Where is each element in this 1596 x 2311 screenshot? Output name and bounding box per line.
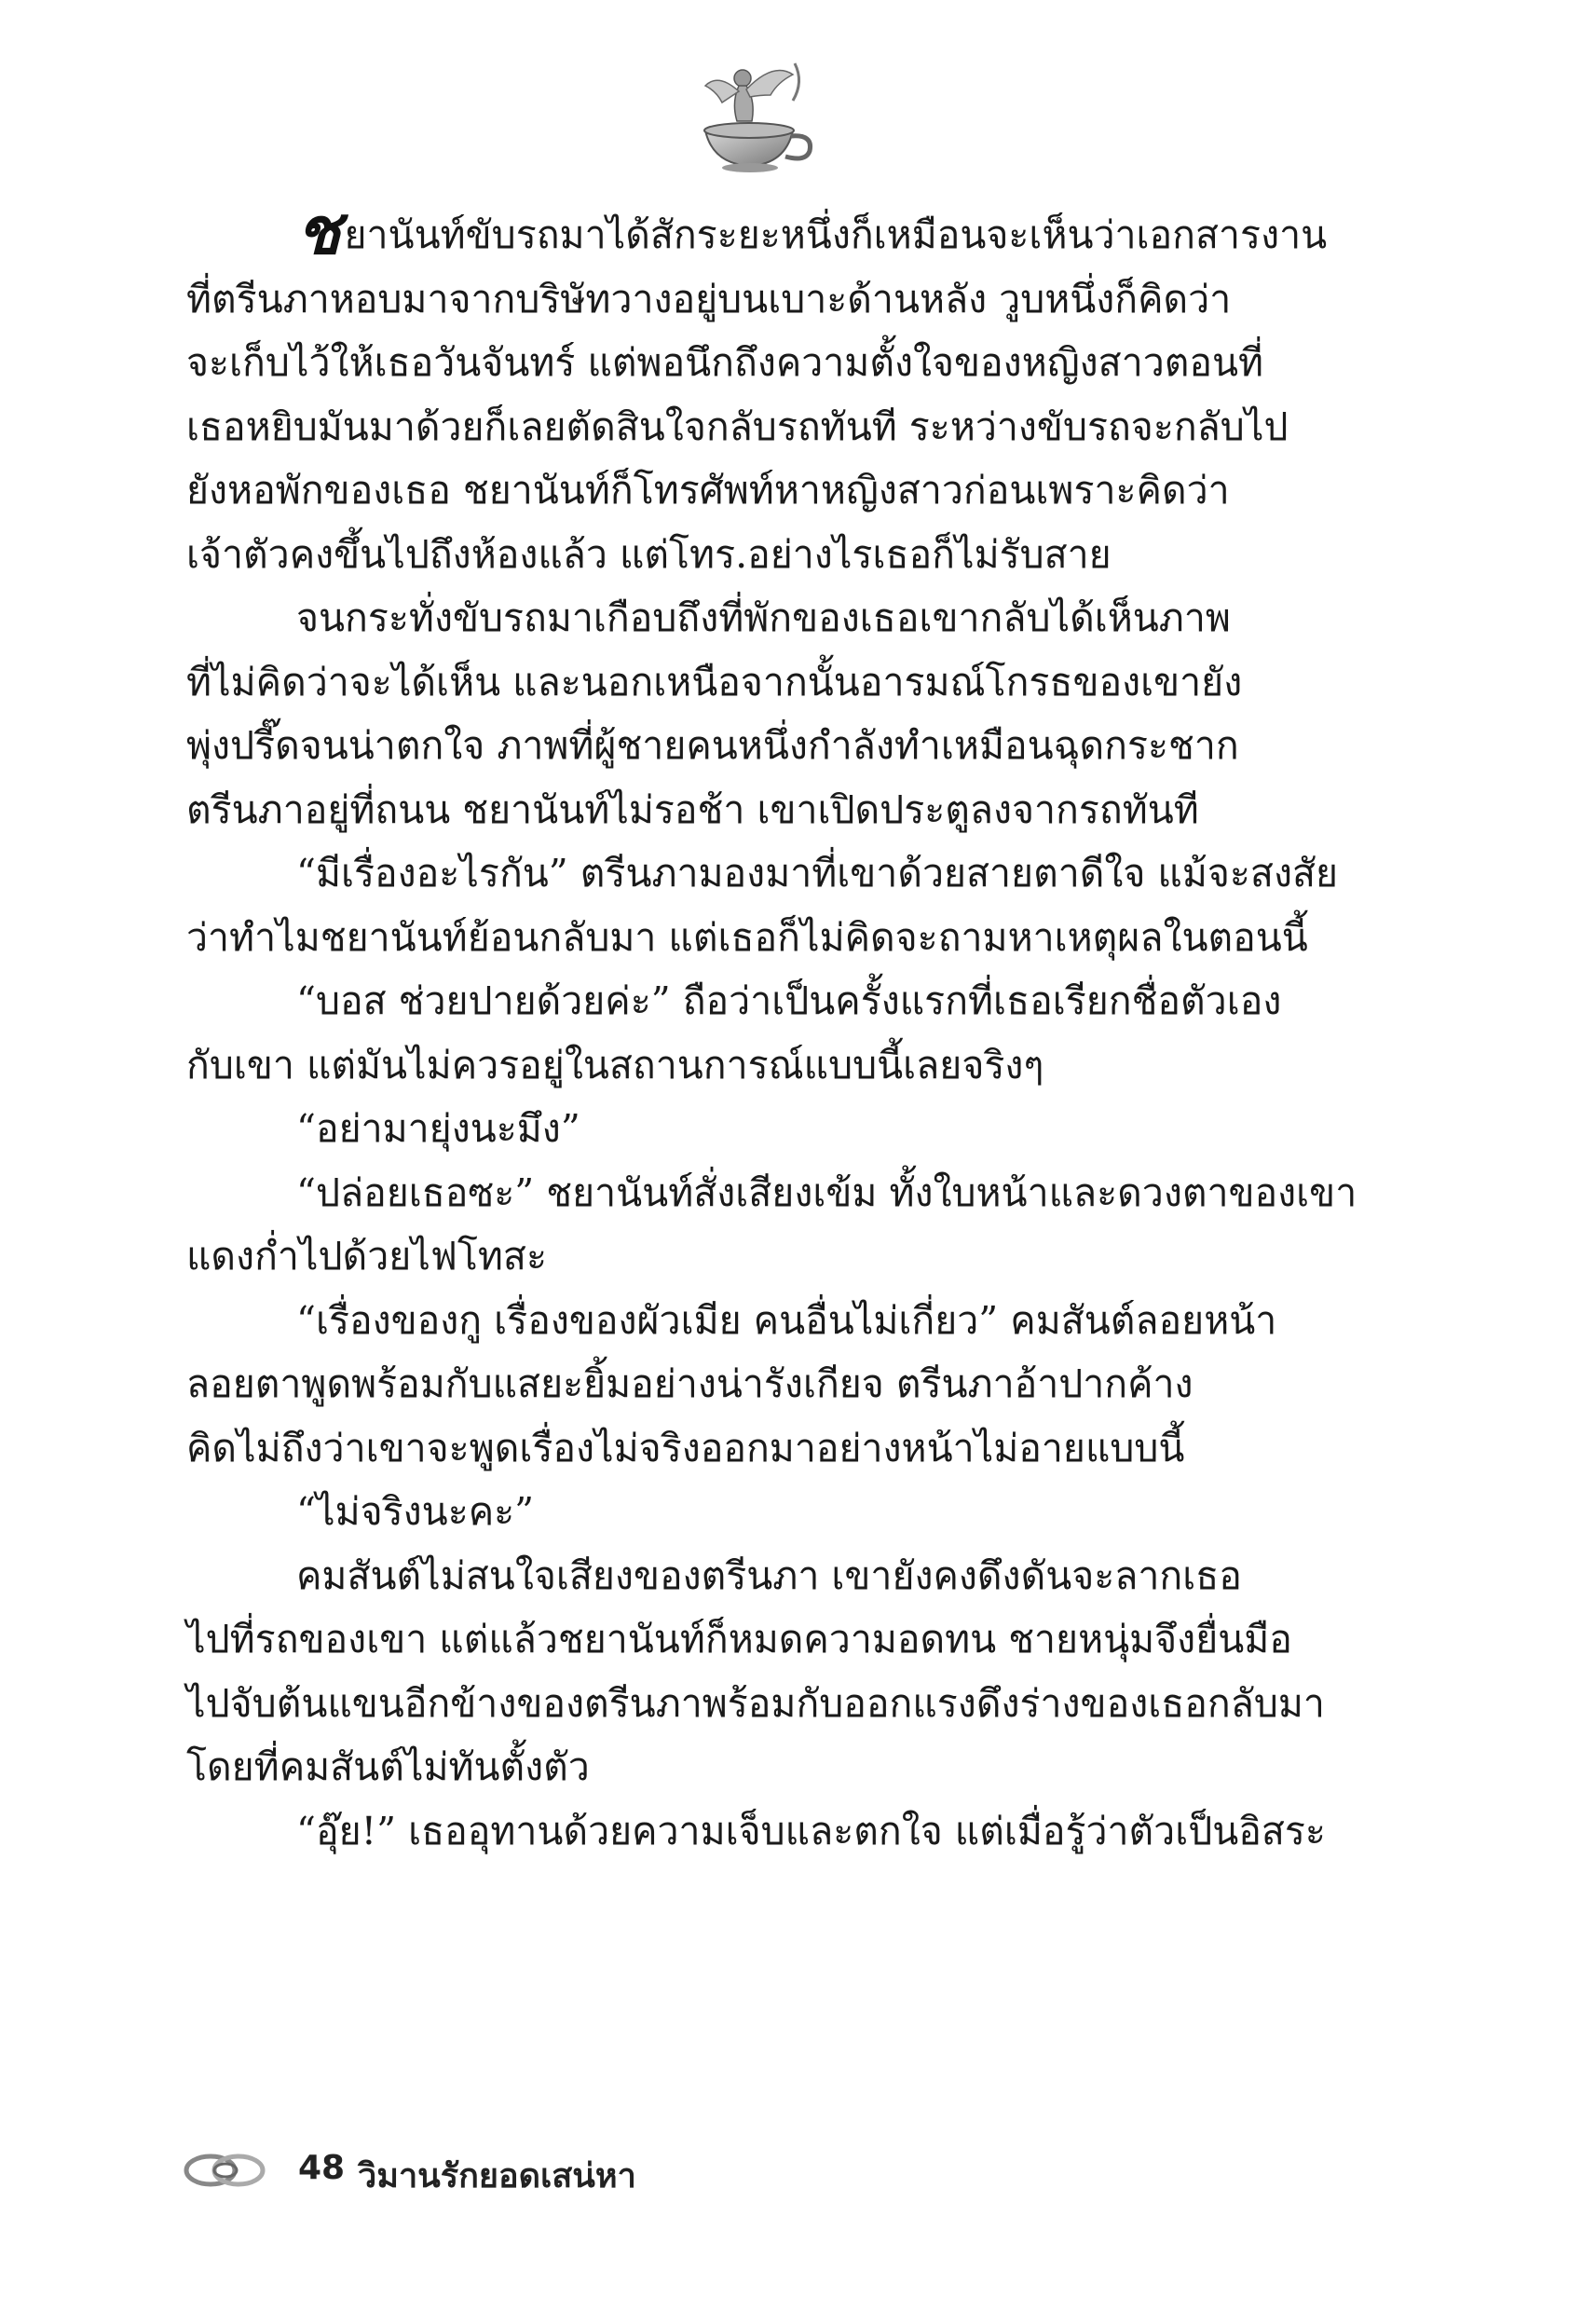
- paragraph-line: ไปจับต้นแขนอีกข้างของตรีนภาพร้อมกับออกแรงดึงร่างของเธอกลับมา: [186, 1680, 1325, 1726]
- paragraph-line: “ไม่จริงนะคะ”: [296, 1489, 535, 1534]
- paragraph-line: ที่ไม่คิดว่าจะได้เห็น และนอกเหนือจากนั้นอารมณ์โกรธของเขายัง: [186, 659, 1243, 704]
- paragraph-line: “อย่ามายุ่งนะมึง”: [296, 1106, 580, 1151]
- paragraph-line: จนกระทั่งขับรถมาเกือบถึงที่พักของเธอเขากลับได้เห็นภาพ: [296, 595, 1231, 640]
- paragraph-line: กับเขา แต่มันไม่ควรอยู่ในสถานการณ์แบบนี้เลยจริงๆ: [186, 1042, 1044, 1087]
- paragraph-line: ยังหอพักของเธอ ชยานันท์ก็โทรศัพท์หาหญิงสาวก่อนเพราะคิดว่า: [186, 468, 1230, 513]
- paragraph-line: “อุ๊ย!” เธออุทานด้วยความเจ็บและตกใจ แต่เมื่อรู้ว่าตัวเป็นอิสระ: [296, 1808, 1326, 1853]
- paragraph-line: พุ่งปรี๊ดจนน่าตกใจ ภาพที่ผู้ชายคนหนึ่งกำลังทำเหมือนฉุดกระชาก: [186, 723, 1239, 768]
- paragraph-line: แดงก่ำไปด้วยไฟโทสะ: [186, 1234, 547, 1279]
- paragraph-line: ลอยตาพูดพร้อมกับแสยะยิ้มอย่างน่ารังเกียจ ตรีนภาอ้าปากค้าง: [186, 1361, 1194, 1406]
- paragraph-line: คมสันต์ไม่สนใจเสียงของตรีนภา เขายังคงดึงดันจะลากเธอ: [296, 1552, 1242, 1598]
- swirl-ornament-icon: [183, 2149, 268, 2192]
- drop-cap: ช: [296, 192, 341, 269]
- paragraph-line: “เรื่องของกู เรื่องของผัวเมีย คนอื่นไม่เกี่ยว” คมสันต์ลอยหน้า: [296, 1297, 1277, 1343]
- paragraph-line: เธอหยิบมันมาด้วยก็เลยตัดสินใจกลับรถทันที ระหว่างขับรถจะกลับไป: [186, 403, 1289, 449]
- chapter-body: [186, 192, 1357, 1863]
- paragraph-line: โดยที่คมสันต์ไม่ทันตั้งตัว: [186, 1744, 590, 1789]
- paragraph-line: ที่ตรีนภาหอบมาจากบริษัทวางอยู่บนเบาะด้านหลัง วูบหนึ่งก็คิดว่า: [186, 276, 1232, 321]
- paragraph-line: ตรีนภาอยู่ที่ถนน ชยานันท์ไม่รอช้า เขาเปิดประตูลงจากรถทันที: [186, 786, 1199, 832]
- page-number: 48: [298, 2149, 346, 2187]
- paragraph-line: เจ้าตัวคงขึ้นไปถึงห้องแล้ว แต่โทร.อย่างไรเธอก็ไม่รับสาย: [186, 531, 1112, 577]
- paragraph-line: ไปที่รถของเขา แต่แล้วชยานันท์ก็หมดความอดทน ชายหนุ่มจึงยื่นมือ: [186, 1617, 1292, 1661]
- paragraph-line: [296, 192, 1330, 269]
- paragraph-line: จะเก็บไว้ให้เธอวันจันทร์ แต่พอนึกถึงความตั้งใจของหญิงสาวตอนที่: [186, 340, 1264, 385]
- paragraph-line: “บอส ช่วยปายด้วยค่ะ” ถือว่าเป็นครั้งแรกที่เธอเรียกชื่อตัวเอง: [296, 978, 1282, 1023]
- paragraph-line: “ปล่อยเธอซะ” ชยานันท์สั่งเสียงเข้ม ทั้งใบหน้าและดวงตาของเขา: [296, 1169, 1357, 1215]
- paragraph-line: ว่าทำไมชยานันท์ย้อนกลับมา แต่เธอก็ไม่คิดจะถามหาเหตุผลในตอนนี้: [186, 914, 1308, 960]
- page-footer: [183, 2141, 928, 2207]
- paragraph-line-text: ยานันท์ขับรถมาได้สักระยะหนึ่งก็เหมือนจะเห็นว่าเอกสารงาน: [344, 212, 1328, 257]
- cupid-teacup-ornament-icon: [685, 54, 825, 175]
- paragraph-line: คิดไม่ถึงว่าเขาจะพูดเรื่องไม่จริงออกมาอย่างหน้าไม่อายแบบนี้: [186, 1425, 1185, 1470]
- book-title: วิมานรักยอดเสน่หา: [358, 2157, 636, 2195]
- paragraph-line: “มีเรื่องอะไรกัน” ตรีนภามองมาที่เขาด้วยสายตาดีใจ แม้จะสงสัย: [296, 851, 1339, 896]
